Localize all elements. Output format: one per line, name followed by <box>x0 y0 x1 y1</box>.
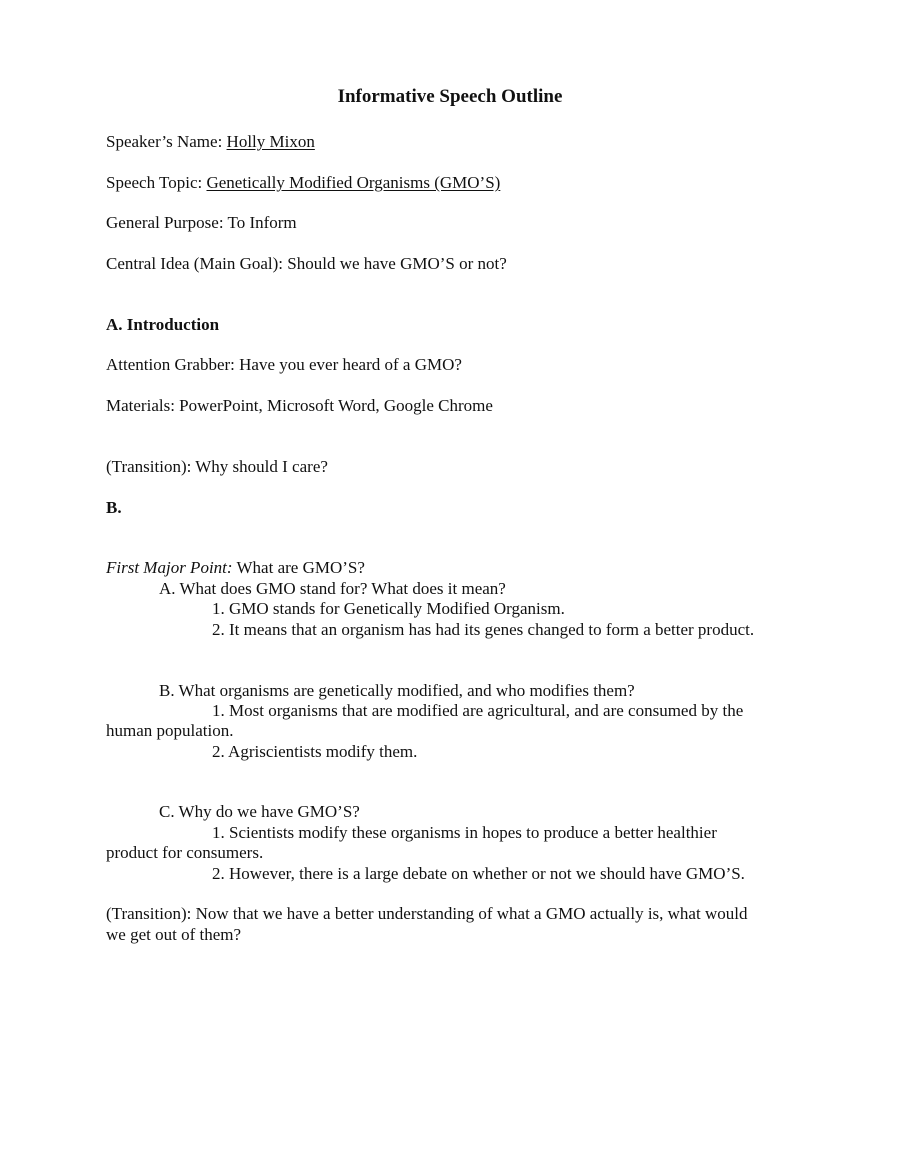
first-major-point-line <box>106 558 365 579</box>
subpoint-b-heading: B. What organisms are genetically modified, and who modifies them? <box>159 681 635 700</box>
speech-topic-value: Genetically Modified Organisms (GMO’S) <box>206 173 501 192</box>
subpoint-b-item-2: 2. Agriscientists modify them. <box>212 742 418 761</box>
transition-line-2a: (Transition): Now that we have a better understanding of what a GMO actually is, what would <box>106 904 748 923</box>
first-major-point-value: What are GMO’S? <box>232 558 365 577</box>
speaker-name-label: Speaker’s Name: <box>106 132 227 151</box>
speaker-name-line <box>106 132 315 153</box>
speaker-name-value: Holly Mixon <box>226 132 315 151</box>
speech-topic-line <box>106 173 500 194</box>
subpoint-c-item-2: 2. However, there is a large debate on whether or not we should have GMO’S. <box>212 864 745 883</box>
attention-grabber-line: Attention Grabber: Have you ever heard of a GMO? <box>106 355 462 374</box>
subpoint-b-item-1-line-2: human population. <box>106 721 234 740</box>
subpoint-a-item-1: 1. GMO stands for Genetically Modified Organism. <box>212 599 565 618</box>
subpoint-a-item-2: 2. It means that an organism has had its genes changed to form a better product. <box>212 620 755 639</box>
materials-line: Materials: PowerPoint, Microsoft Word, Google Chrome <box>106 396 493 415</box>
transition-line-1: (Transition): Why should I care? <box>106 457 328 476</box>
central-idea-line: Central Idea (Main Goal): Should we have GMO’S or not? <box>106 254 507 273</box>
subpoint-a-heading: A. What does GMO stand for? What does it mean? <box>159 579 506 598</box>
subpoint-b-item-1-line-1: 1. Most organisms that are modified are agricultural, and are consumed by the <box>212 701 744 720</box>
first-major-point-label: First Major Point: <box>106 558 233 577</box>
subpoint-c-item-1-line-2: product for consumers. <box>106 843 264 862</box>
speech-topic-label: Speech Topic: <box>106 173 207 192</box>
document-title: Informative Speech Outline <box>337 86 563 107</box>
section-b-heading: B. <box>106 498 122 517</box>
subpoint-c-heading: C. Why do we have GMO’S? <box>159 802 360 821</box>
general-purpose-line: General Purpose: To Inform <box>106 213 297 232</box>
introduction-heading: A. Introduction <box>106 315 220 334</box>
subpoint-c-item-1-line-1: 1. Scientists modify these organisms in hopes to produce a better healthier <box>212 823 717 842</box>
transition-line-2b: we get out of them? <box>106 925 242 944</box>
